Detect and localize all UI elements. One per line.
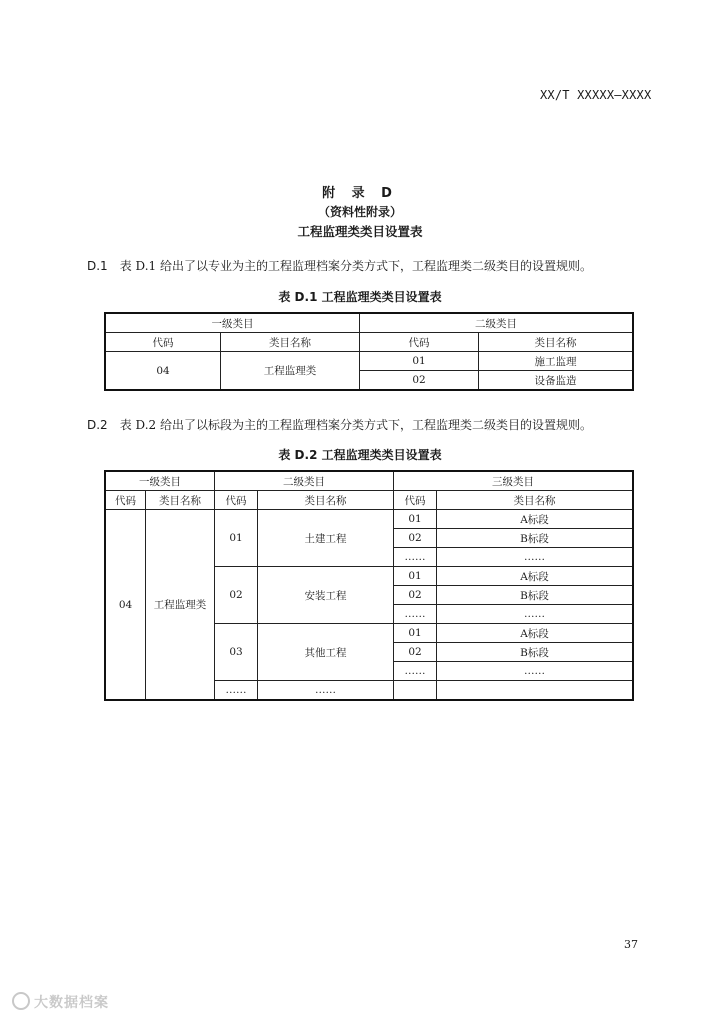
appendix-label: 附 录 D: [322, 186, 398, 201]
appendix-title: 工程监理类类目设置表: [297, 224, 423, 239]
table-d2-cell: ……: [394, 605, 437, 624]
watermark: [12, 992, 109, 1012]
table-d2-empty-cell: [394, 681, 437, 700]
table-d2-level2-code: 02: [215, 567, 258, 624]
table-d2-empty-cell: [437, 681, 633, 700]
table-d2-cell: B标段: [437, 643, 633, 662]
table-d2-group-header-level2: 二级类目: [215, 472, 394, 491]
table-d2-cell: ……: [437, 605, 633, 624]
table-d2-ellipsis-name: ……: [258, 681, 394, 700]
table-d2-col-header: 类目名称: [258, 491, 394, 510]
table-d2-cell: A标段: [437, 567, 633, 586]
table-d1-level1-name: 工程监理类: [221, 352, 360, 390]
table-d1-group-header-level2: 二级类目: [360, 314, 633, 333]
section-d1-paragraph: [87, 257, 592, 274]
table-d2-col-header: 代码: [106, 491, 146, 510]
table-d1-cell: 02: [360, 371, 479, 390]
table-d2-cell: B标段: [437, 586, 633, 605]
watermark-text: 大数据档案: [34, 995, 109, 1011]
table-d2-group-header-level1: 一级类目: [106, 472, 215, 491]
table-d2-cell: ……: [394, 548, 437, 567]
table-d2: [105, 471, 633, 700]
table-d2-level2-name: 其他工程: [258, 624, 394, 681]
table-d1-caption: 表 D.1 工程监理类类目设置表: [278, 290, 442, 304]
table-d1: [105, 313, 633, 390]
section-d2-paragraph: [87, 416, 592, 433]
table-d2-col-header: 类目名称: [437, 491, 633, 510]
table-d1-group-header-level1: 一级类目: [106, 314, 360, 333]
page-number: 37: [624, 938, 638, 951]
table-d1-cell: 设备监造: [479, 371, 633, 390]
table-d2-cell: ……: [394, 662, 437, 681]
table-d2-level2-code: 01: [215, 510, 258, 567]
table-d2-col-header: 类目名称: [146, 491, 215, 510]
table-d2-group-header-level3: 三级类目: [394, 472, 633, 491]
table-d2-cell: 01: [394, 567, 437, 586]
table-d2-level2-name: 安装工程: [258, 567, 394, 624]
table-d2-level1-name: 工程监理类: [146, 510, 215, 700]
table-d2-cell: A标段: [437, 510, 633, 529]
section-d2-number: D.2: [87, 418, 108, 432]
table-d1-col-header: 类目名称: [479, 333, 633, 352]
table-d2-cell: 02: [394, 586, 437, 605]
table-d2-cell: ……: [437, 548, 633, 567]
section-d1-text: 表 D.1 给出了以专业为主的工程监理档案分类方式下，工程监理类二级类目的设置规则。: [119, 259, 592, 273]
table-d2-ellipsis-code: ……: [215, 681, 258, 700]
table-d2-level1-code: 04: [106, 510, 146, 700]
table-d2-col-header: 代码: [215, 491, 258, 510]
table-d2-col-header: 代码: [394, 491, 437, 510]
table-d2-caption: 表 D.2 工程监理类类目设置表: [278, 448, 442, 462]
table-d2-cell: A标段: [437, 624, 633, 643]
table-d1-col-header: 代码: [106, 333, 221, 352]
table-d2-level2-name: 土建工程: [258, 510, 394, 567]
table-d1-col-header: 类目名称: [221, 333, 360, 352]
section-d1-number: D.1: [87, 259, 108, 273]
table-d2-level2-code: 03: [215, 624, 258, 681]
section-d2-text: 表 D.2 给出了以标段为主的工程监理档案分类方式下，工程监理类二级类目的设置规则。: [119, 418, 592, 432]
table-d2-cell: 02: [394, 643, 437, 662]
table-d1-level1-code: 04: [106, 352, 221, 390]
table-d2-cell: B标段: [437, 529, 633, 548]
table-d2-cell: ……: [437, 662, 633, 681]
table-d2-cell: 01: [394, 624, 437, 643]
table-d1-col-header: 代码: [360, 333, 479, 352]
table-d1-cell: 01: [360, 352, 479, 371]
document-code: XX/T XXXXX—XXXX: [540, 88, 652, 102]
table-d1-cell: 施工监理: [479, 352, 633, 371]
table-d2-cell: 01: [394, 510, 437, 529]
appendix-nature: （资料性附录）: [317, 205, 402, 219]
watermark-logo-icon: [12, 992, 30, 1010]
table-d2-cell: 02: [394, 529, 437, 548]
